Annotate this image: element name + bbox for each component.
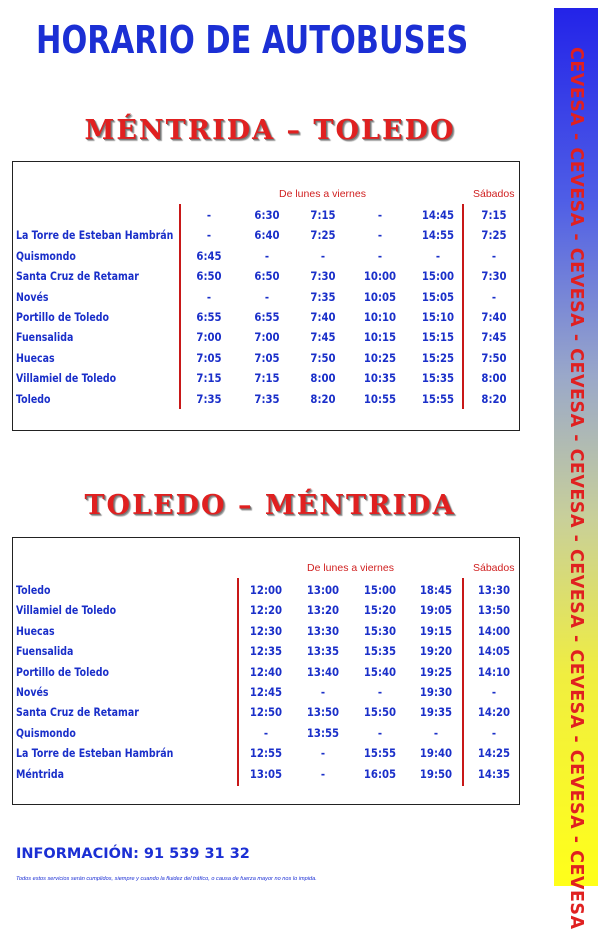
time-cell: - bbox=[320, 685, 326, 699]
time-cell: 7:05 bbox=[196, 350, 222, 365]
time-cell: - bbox=[206, 228, 212, 243]
time-cell: - bbox=[320, 746, 326, 761]
time-cell: 19:15 bbox=[419, 623, 453, 638]
stop-name: Novés bbox=[16, 685, 49, 699]
time-cell: 7:30 bbox=[310, 269, 336, 284]
stop-name: La Torre de Esteban Hambrán bbox=[16, 746, 174, 761]
time-cell: 15:35 bbox=[421, 371, 455, 386]
time-cell: - bbox=[377, 228, 383, 243]
time-cell: - bbox=[377, 208, 383, 222]
route2-saturday-divider bbox=[462, 578, 464, 786]
time-cell: 7:35 bbox=[310, 289, 336, 304]
time-cell: 19:20 bbox=[419, 644, 453, 659]
time-cell: 15:20 bbox=[363, 603, 397, 618]
time-cell: 10:00 bbox=[363, 269, 397, 284]
time-cell: 7:05 bbox=[254, 350, 280, 365]
time-cell: 7:35 bbox=[254, 391, 280, 406]
time-cell: 7:15 bbox=[481, 208, 507, 222]
time-cell: - bbox=[206, 208, 212, 222]
stop-name: Fuensalida bbox=[16, 644, 74, 659]
time-cell: 13:35 bbox=[306, 644, 340, 659]
stop-name: Huecas bbox=[16, 623, 55, 638]
time-cell: - bbox=[433, 725, 439, 740]
time-cell: - bbox=[491, 685, 497, 699]
stop-name: Huecas bbox=[16, 350, 55, 365]
time-cell: 12:40 bbox=[249, 664, 283, 679]
time-cell: 15:55 bbox=[363, 746, 397, 761]
route1-left-divider bbox=[179, 204, 181, 409]
information-phone: INFORMACIÓN: 91 539 31 32 bbox=[16, 846, 250, 862]
time-cell: 14:25 bbox=[477, 746, 511, 761]
route1-saturday-header: Sábados bbox=[473, 188, 515, 200]
time-cell: 13:00 bbox=[306, 583, 340, 597]
time-cell: 19:25 bbox=[419, 664, 453, 679]
time-cell: 7:25 bbox=[310, 228, 336, 243]
route2-left-divider bbox=[237, 578, 239, 786]
time-cell: - bbox=[263, 725, 269, 740]
time-cell: 7:45 bbox=[310, 330, 336, 345]
stop-name: Quismondo bbox=[16, 248, 76, 263]
time-cell: 6:50 bbox=[196, 269, 222, 284]
time-cell: 14:20 bbox=[477, 705, 511, 720]
time-cell: 8:00 bbox=[481, 371, 507, 386]
time-cell: - bbox=[320, 766, 326, 781]
route2-weekday-header: De lunes a viernes bbox=[307, 562, 394, 574]
time-cell: 6:40 bbox=[254, 228, 280, 243]
time-cell: - bbox=[377, 248, 383, 263]
time-cell: 15:05 bbox=[421, 289, 455, 304]
time-cell: 12:30 bbox=[249, 623, 283, 638]
time-cell: 7:45 bbox=[481, 330, 507, 345]
time-cell: 7:30 bbox=[481, 269, 507, 284]
route1-title: MÉNTRIDA – TOLEDO bbox=[84, 115, 456, 146]
footnote: Todos estos servicios serán cumplidos, siempre y cuando la fluidez del tráfico, o causa de fuerza mayor no nos lo impida. bbox=[16, 876, 317, 882]
time-cell: 14:05 bbox=[477, 644, 511, 659]
time-cell: 7:35 bbox=[196, 391, 222, 406]
time-cell: 18:45 bbox=[419, 583, 453, 597]
time-cell: 10:55 bbox=[363, 391, 397, 406]
time-cell: 7:40 bbox=[481, 310, 507, 324]
time-cell: 8:20 bbox=[310, 391, 336, 406]
time-cell: 7:50 bbox=[310, 350, 336, 365]
time-cell: 15:40 bbox=[363, 664, 397, 679]
time-cell: - bbox=[206, 289, 212, 304]
time-cell: 13:05 bbox=[249, 766, 283, 781]
time-cell: - bbox=[377, 685, 383, 699]
time-cell: 12:35 bbox=[249, 644, 283, 659]
cevesa-side-band bbox=[554, 8, 598, 930]
stop-name: Fuensalida bbox=[16, 330, 74, 345]
page-title: HORARIO DE AUTOBUSES bbox=[36, 18, 469, 62]
time-cell: 15:00 bbox=[421, 269, 455, 284]
stop-name: Quismondo bbox=[16, 725, 76, 740]
stop-name: Portillo de Toledo bbox=[16, 310, 109, 324]
stop-name: Toledo bbox=[16, 583, 51, 597]
time-cell: 8:20 bbox=[481, 391, 507, 406]
time-cell: 14:55 bbox=[421, 228, 455, 243]
route2-title: TOLEDO – MÉNTRIDA bbox=[84, 490, 456, 521]
time-cell: 8:00 bbox=[310, 371, 336, 386]
time-cell: 7:15 bbox=[254, 371, 280, 386]
time-cell: 12:45 bbox=[249, 685, 283, 699]
time-cell: 7:25 bbox=[481, 228, 507, 243]
time-cell: 19:50 bbox=[419, 766, 453, 781]
time-cell: - bbox=[264, 289, 270, 304]
stop-name: Santa Cruz de Retamar bbox=[16, 269, 139, 284]
stop-name: La Torre de Esteban Hambrán bbox=[16, 228, 174, 243]
time-cell: 15:55 bbox=[421, 391, 455, 406]
time-cell: 12:50 bbox=[249, 705, 283, 720]
time-cell: 13:50 bbox=[477, 603, 511, 618]
time-cell: 19:05 bbox=[419, 603, 453, 618]
stop-name: Villamiel de Toledo bbox=[16, 371, 117, 386]
route1-weekday-header: De lunes a viernes bbox=[279, 188, 366, 200]
time-cell: 15:30 bbox=[363, 623, 397, 638]
time-cell: 19:40 bbox=[419, 746, 453, 761]
time-cell: 7:15 bbox=[196, 371, 222, 386]
time-cell: 19:30 bbox=[419, 685, 453, 699]
stop-name: Méntrida bbox=[16, 766, 65, 781]
time-cell: 15:00 bbox=[363, 583, 397, 597]
time-cell: 13:30 bbox=[306, 623, 340, 638]
time-cell: 14:00 bbox=[477, 623, 511, 638]
time-cell: 12:20 bbox=[249, 603, 283, 618]
time-cell: 13:55 bbox=[306, 725, 340, 740]
time-cell: 12:00 bbox=[249, 583, 283, 597]
time-cell: 10:10 bbox=[363, 310, 397, 324]
stop-name: Villamiel de Toledo bbox=[16, 603, 117, 618]
time-cell: 6:50 bbox=[254, 269, 280, 284]
time-cell: - bbox=[377, 725, 383, 740]
time-cell: 6:55 bbox=[254, 310, 280, 324]
time-cell: 6:30 bbox=[254, 208, 280, 222]
time-cell: - bbox=[491, 289, 497, 304]
time-cell: - bbox=[491, 725, 497, 740]
stop-name: Santa Cruz de Retamar bbox=[16, 705, 139, 720]
time-cell: 14:35 bbox=[477, 766, 511, 781]
time-cell: 13:40 bbox=[306, 664, 340, 679]
time-cell: 13:20 bbox=[306, 603, 340, 618]
side-band-text: CEVESA - CEVESA - CEVESA - CEVESA - CEVESA - CEVESA - CEVESA - CEVESA - CEVESA bbox=[566, 47, 586, 930]
time-cell: 6:55 bbox=[196, 310, 222, 324]
time-cell: 14:45 bbox=[421, 208, 455, 222]
time-cell: 10:05 bbox=[363, 289, 397, 304]
stop-name: Novés bbox=[16, 289, 49, 304]
time-cell: 10:25 bbox=[363, 350, 397, 365]
time-cell: 10:15 bbox=[363, 330, 397, 345]
time-cell: 15:50 bbox=[363, 705, 397, 720]
route2-saturday-header: Sábados bbox=[473, 562, 515, 574]
route1-timetable bbox=[12, 161, 520, 431]
time-cell: - bbox=[435, 248, 441, 263]
time-cell: 7:40 bbox=[310, 310, 336, 324]
time-cell: 10:35 bbox=[363, 371, 397, 386]
time-cell: 15:15 bbox=[421, 330, 455, 345]
time-cell: - bbox=[491, 248, 497, 263]
time-cell: 16:05 bbox=[363, 766, 397, 781]
time-cell: 15:35 bbox=[363, 644, 397, 659]
time-cell: - bbox=[264, 248, 270, 263]
time-cell: 12:55 bbox=[249, 746, 283, 761]
route1-saturday-divider bbox=[462, 204, 464, 409]
time-cell: 7:50 bbox=[481, 350, 507, 365]
time-cell: 19:35 bbox=[419, 705, 453, 720]
stop-name: Portillo de Toledo bbox=[16, 664, 109, 679]
time-cell: 15:25 bbox=[421, 350, 455, 365]
time-cell: 14:10 bbox=[477, 664, 511, 679]
time-cell: 13:50 bbox=[306, 705, 340, 720]
time-cell: 7:00 bbox=[196, 330, 222, 345]
route2-timetable bbox=[12, 537, 520, 805]
time-cell: 6:45 bbox=[196, 248, 222, 263]
time-cell: 7:00 bbox=[254, 330, 280, 345]
time-cell: 13:30 bbox=[477, 583, 511, 597]
time-cell: - bbox=[320, 248, 326, 263]
stop-name: Toledo bbox=[16, 391, 51, 406]
time-cell: 15:10 bbox=[421, 310, 455, 324]
time-cell: 7:15 bbox=[310, 208, 336, 222]
